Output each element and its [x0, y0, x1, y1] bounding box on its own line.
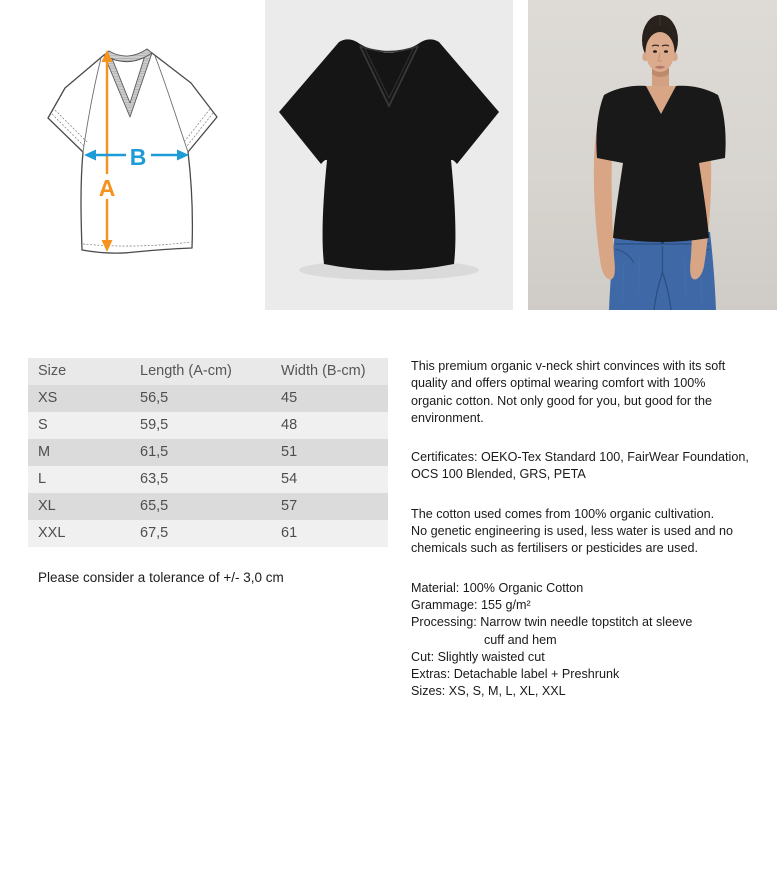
description-line: No genetic engineering is used, less water is used and no: [411, 524, 734, 539]
description-paragraph: [411, 449, 766, 484]
tolerance-note: Please consider a tolerance of +/- 3,0 cm: [38, 570, 284, 585]
size-cell: M: [38, 444, 51, 460]
column-header: Length (A-cm): [140, 363, 232, 379]
size-table-body: [28, 385, 388, 547]
description-line: This premium organic v-neck shirt convinces with its soft: [411, 359, 726, 373]
size-table-header-row: [28, 358, 388, 385]
width-label: B: [129, 144, 147, 170]
size-cell: S: [38, 417, 48, 433]
description-line: Material: 100% Organic Cotton: [411, 580, 584, 595]
description-paragraph: [411, 358, 766, 427]
model-wearing-vneck-icon: [528, 0, 777, 310]
size-cell: 63,5: [140, 471, 169, 487]
column-header: Width (B-cm): [281, 363, 366, 379]
description-line: cuff and hem: [484, 632, 557, 647]
size-cell: 57: [281, 498, 298, 514]
product-photo-model[interactable]: [528, 0, 777, 310]
description-paragraph: [411, 580, 766, 701]
vneck-tshirt-drawing-icon: [40, 45, 220, 285]
description-line: quality and offers optimal wearing comfort with 100%: [411, 376, 706, 391]
description-line: chemicals such as fertilisers or pesticides are used.: [411, 541, 698, 556]
product-photo-flat[interactable]: [265, 0, 513, 310]
size-cell: 61,5: [140, 444, 169, 460]
description-line: environment.: [411, 410, 484, 425]
description-line: Certificates: OEKO-Tex Standard 100, FairWear Foundation,: [411, 450, 749, 465]
description-line: Processing: Narrow twin needle topstitch at sleeve: [411, 615, 693, 630]
size-cell: 67,5: [140, 525, 169, 541]
size-cell: XXL: [38, 525, 66, 541]
description-paragraph: [411, 506, 766, 558]
size-cell: L: [38, 471, 47, 487]
size-row-s: [28, 412, 388, 439]
size-row-xl: [28, 493, 388, 520]
size-cell: XS: [38, 390, 58, 406]
size-cell: 54: [281, 471, 298, 487]
size-cell: 65,5: [140, 498, 169, 514]
size-row-xs: [28, 385, 388, 412]
description-line: Extras: Detachable label + Preshrunk: [411, 667, 620, 682]
size-table: [28, 358, 388, 547]
size-cell: 51: [281, 444, 298, 460]
measurement-diagram: [0, 0, 264, 310]
size-row-xxl: [28, 520, 388, 547]
size-cell: 45: [281, 390, 298, 406]
black-vneck-tshirt-flat-icon: [265, 0, 513, 310]
size-cell: 61: [281, 525, 298, 541]
description-line: Grammage: 155 g/m²: [411, 597, 531, 612]
size-row-m: [28, 439, 388, 466]
description-line: The cotton used comes from 100% organic cultivation.: [411, 506, 715, 521]
description-line: Cut: Slightly waisted cut: [411, 649, 545, 664]
size-cell: 59,5: [140, 417, 169, 433]
flat-tee-silhouette: [279, 39, 499, 270]
size-cell: XL: [38, 498, 56, 514]
hoop-earring-icon: [673, 61, 679, 67]
description-line: OCS 100 Blended, GRS, PETA: [411, 467, 586, 482]
description-line: organic cotton. Not only good for you, but good for the: [411, 393, 713, 408]
product-description: [411, 358, 766, 723]
column-header: Size: [38, 363, 67, 379]
size-cell: 56,5: [140, 390, 169, 406]
size-row-l: [28, 466, 388, 493]
size-cell: 48: [281, 417, 298, 433]
hoop-earring-icon: [642, 61, 648, 67]
length-label: A: [98, 175, 116, 201]
description-line: Sizes: XS, S, M, L, XL, XXL: [411, 684, 566, 699]
